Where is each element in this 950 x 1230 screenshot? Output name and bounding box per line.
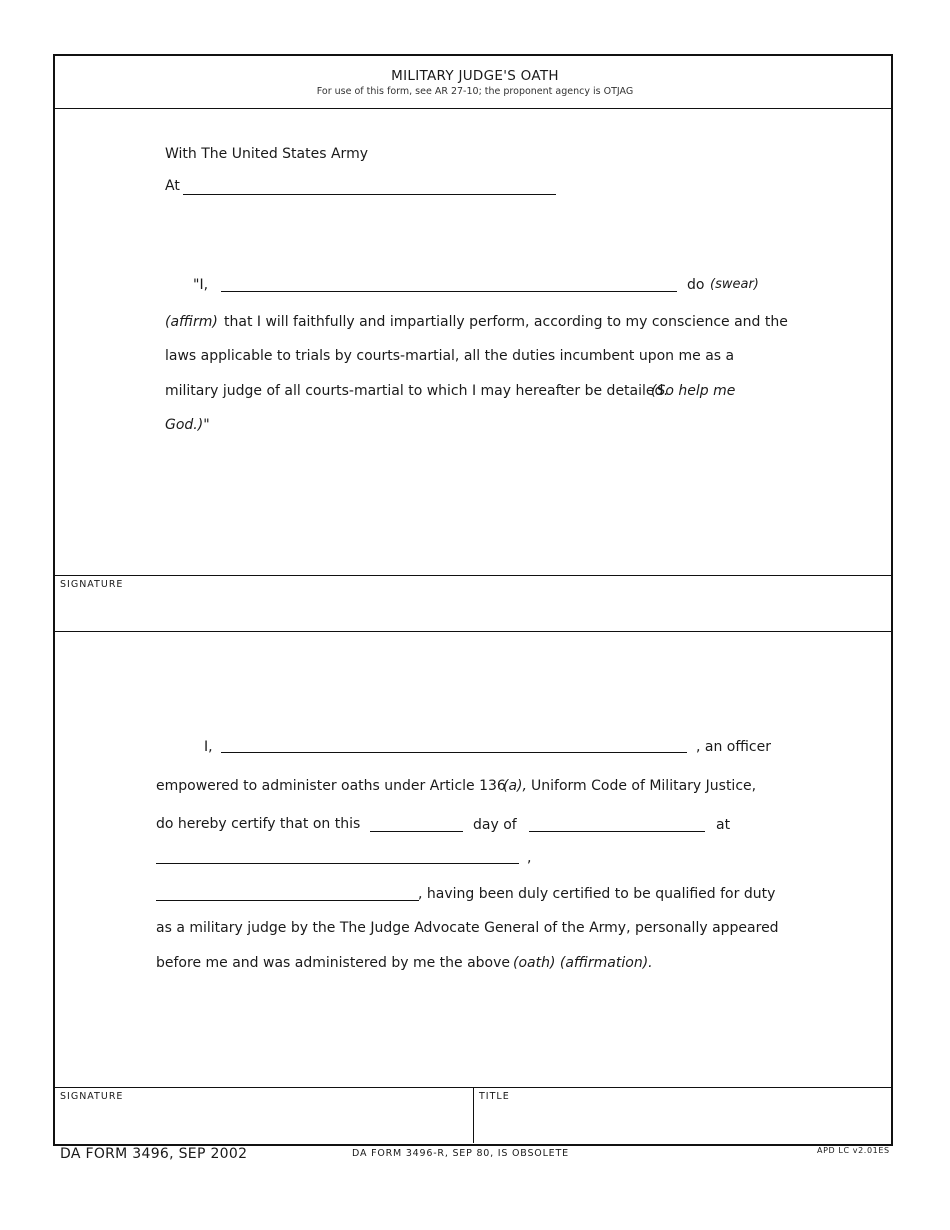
certify-text: do hereby certify that on this xyxy=(156,816,361,832)
obsolete-note: DA FORM 3496-R, SEP 80, IS OBSOLETE xyxy=(352,1148,569,1159)
cert-at-label: at xyxy=(716,817,731,833)
empowered-text-a: empowered to administer oaths under Article 136 xyxy=(156,778,506,794)
oath-affirmation-text: (oath) (affirmation). xyxy=(513,955,653,971)
signature-1-top-divider xyxy=(53,575,893,576)
form-title: MILITARY JUDGE'S OATH xyxy=(391,68,559,84)
cert-i-label: I, xyxy=(204,739,213,755)
swear-text: (swear) xyxy=(710,277,759,292)
officer-name-field[interactable] xyxy=(221,752,687,753)
oath-line-2: laws applicable to trials by courts-martial, all the duties incumbent upon me as a xyxy=(165,348,735,364)
signature-1-label: SIGNATURE xyxy=(60,579,124,590)
oath-line-1: that I will faithfully and impartially perform, according to my conscience and the xyxy=(224,314,788,330)
signature-2-label: SIGNATURE xyxy=(60,1091,124,1102)
title-field[interactable] xyxy=(479,1110,879,1136)
affirm-text: (affirm) xyxy=(165,314,218,330)
judge-name-field[interactable] xyxy=(156,900,419,901)
location-comma: , xyxy=(527,850,532,866)
form-number: DA FORM 3496, SEP 2002 xyxy=(60,1146,248,1162)
oath-name-prefix: "I, xyxy=(193,277,209,293)
so-help-text: (So help me xyxy=(651,383,736,399)
at-label: At xyxy=(165,178,180,194)
version-label: APD LC v2.01ES xyxy=(817,1146,890,1155)
location-field[interactable] xyxy=(156,863,519,864)
unit-line: With The United States Army xyxy=(165,146,368,162)
judge-line-text: as a military judge by the The Judge Advocate General of the Army, personally appeared xyxy=(156,920,779,936)
an-officer-text: , an officer xyxy=(696,739,771,755)
having-text: , having been duly certified to be qualified for duty xyxy=(418,886,776,902)
title-label: TITLE xyxy=(479,1091,510,1102)
day-of-text: day of xyxy=(473,817,517,833)
day-field[interactable] xyxy=(370,831,463,832)
before-me-text: before me and was administered by me the above xyxy=(156,955,510,971)
month-field[interactable] xyxy=(529,831,705,832)
signature-1-field[interactable] xyxy=(60,600,880,624)
empowered-text-b: Uniform Code of Military Justice, xyxy=(531,778,757,794)
signature-2-field[interactable] xyxy=(60,1110,465,1136)
do-label: do xyxy=(687,277,705,293)
oath-name-field[interactable] xyxy=(221,291,677,292)
oath-line-3: military judge of all courts-martial to which I may hereafter be detailed. xyxy=(165,383,668,399)
bottom-row-split xyxy=(473,1087,474,1143)
at-field[interactable] xyxy=(183,194,556,195)
article-a-text: (a), xyxy=(503,778,527,794)
header-divider xyxy=(53,108,893,109)
signature-1-bottom-divider xyxy=(53,631,893,632)
form-subtitle: For use of this form, see AR 27-10; the proponent agency is OTJAG xyxy=(316,86,634,97)
god-text: God.)" xyxy=(165,417,210,433)
